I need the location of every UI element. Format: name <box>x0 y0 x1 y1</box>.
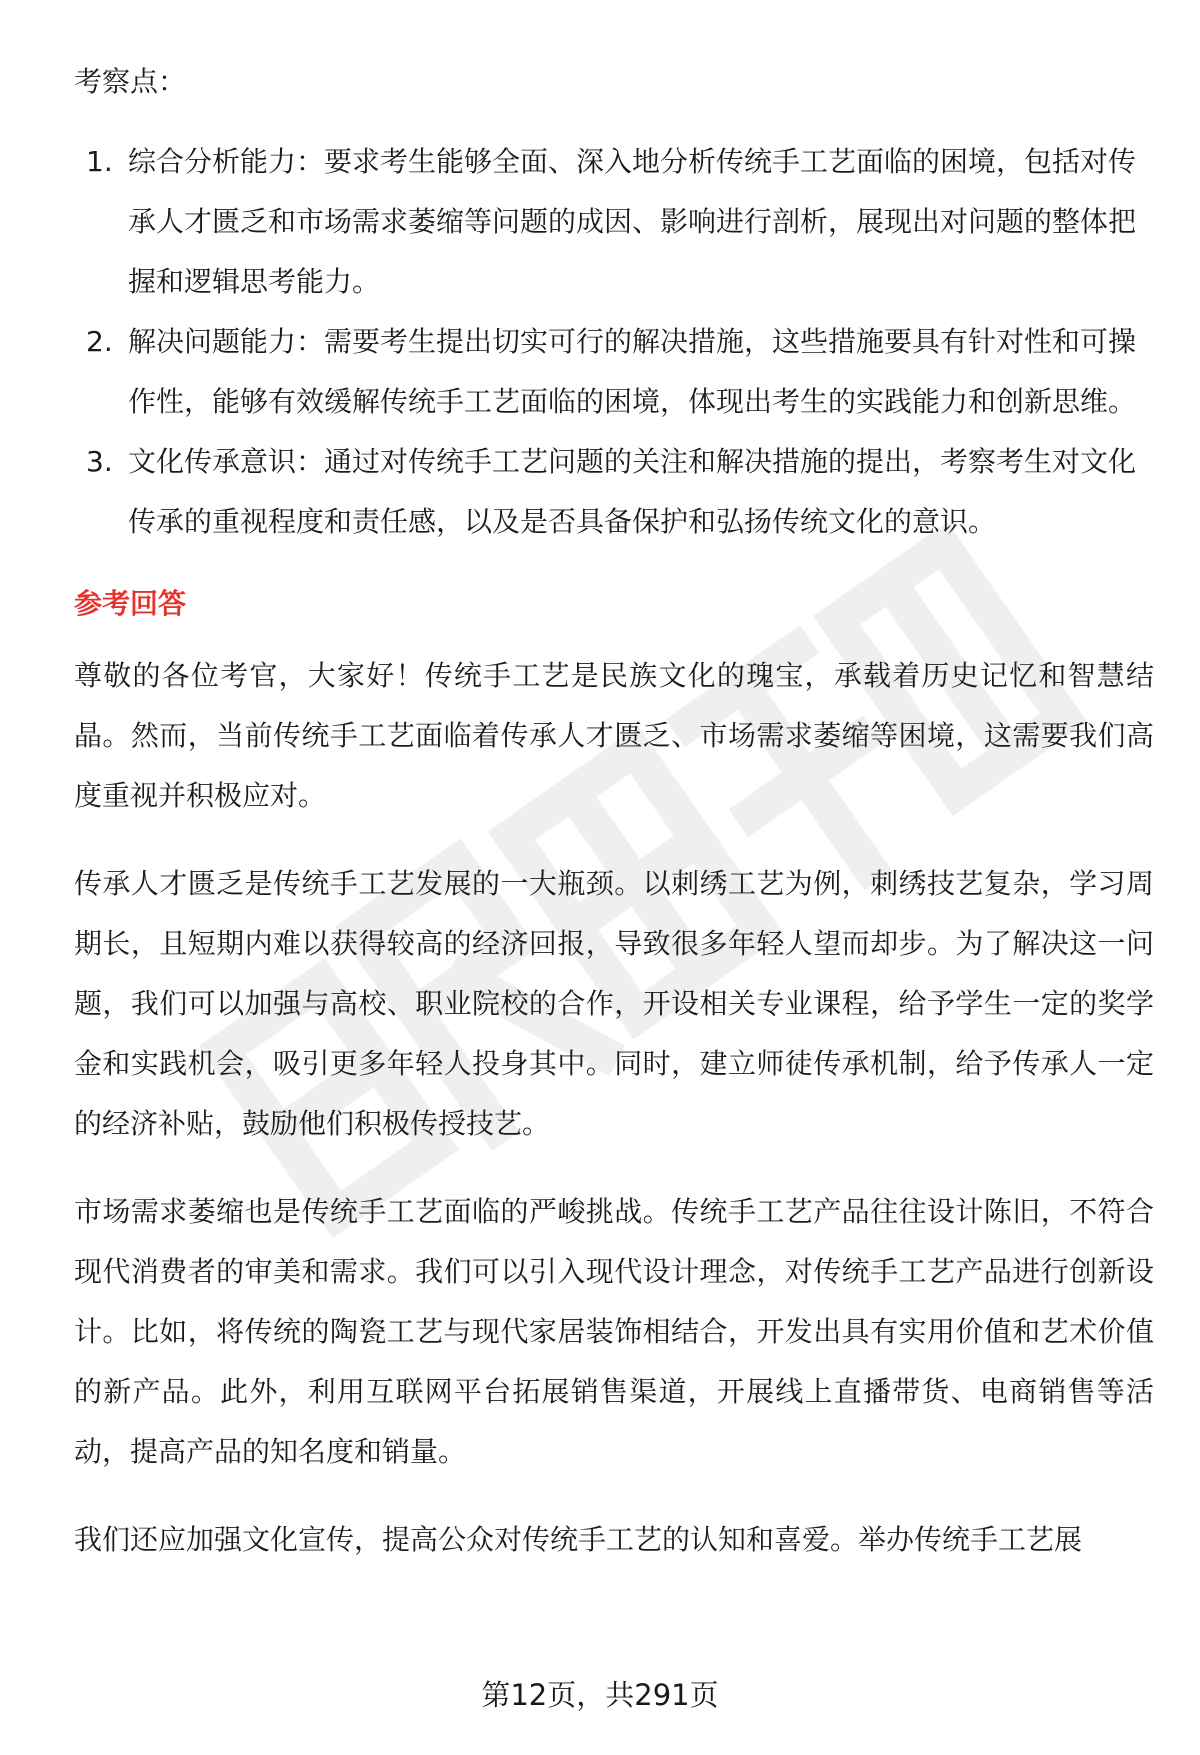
exam-points-label: 考察点： <box>74 65 187 98</box>
list-item <box>74 132 1154 312</box>
list-item-number: 1. <box>86 145 113 178</box>
list-item <box>74 432 1154 552</box>
page-number-footer: 第12页，共291页 <box>481 1678 719 1712</box>
answer-paragraph: 我们还应加强文化宣传，提高公众对传统手工艺的认知和喜爱。举办传统手工艺展 <box>74 1523 1083 1556</box>
answer-paragraph: 市场需求萎缩也是传统手工艺面临的严峻挑战。传统手工艺产品往往设计陈旧，不符合现代消费者的审美和需求。我们可以引入现代设计理念，对传统手工艺产品进行创新设计。比如，将传统的陶瓷工艺与现代家居装饰相结合，开发出具有实用价值和艺术价值的新产品。此外，利用互联网平台拓展销售渠道，开展线上直播带货、电商销售等活动，提高产品的知名度和销量。 <box>74 1195 1154 1468</box>
document-body <box>74 62 1154 1598</box>
list-item <box>74 312 1154 432</box>
exam-points-list <box>74 132 1154 552</box>
list-item-text: 文化传承意识：通过对传统手工艺问题的关注和解决措施的提出，考察考生对文化传承的重视程度和责任感，以及是否具备保护和弘扬传统文化的意识。 <box>128 445 1137 538</box>
answer-paragraph: 传承人才匮乏是传统手工艺发展的一大瓶颈。以刺绣工艺为例，刺绣技艺复杂，学习周期长，且短期内难以获得较高的经济回报，导致很多年轻人望而却步。为了解决这一问题，我们可以加强与高校、职业院校的合作，开设相关专业课程，给予学生一定的奖学金和实践机会，吸引更多年轻人投身其中。同时，建立师徒传承机制，给予传承人一定的经济补贴，鼓励他们积极传授技艺。 <box>74 867 1154 1140</box>
list-item-text: 综合分析能力：要求考生能够全面、深入地分析传统手工艺面临的困境，包括对传承人才匮乏和市场需求萎缩等问题的成因、影响进行剖析，展现出对问题的整体把握和逻辑思考能力。 <box>128 145 1137 298</box>
reference-answer-heading: 参考回答 <box>74 587 187 620</box>
list-item-number: 2. <box>86 325 113 358</box>
list-item-number: 3. <box>86 445 113 478</box>
list-item-text: 解决问题能力：需要考生提出切实可行的解决措施，这些措施要具有针对性和可操作性，能够有效缓解传统手工艺面临的困境，体现出考生的实践能力和创新思维。 <box>128 325 1137 418</box>
answer-paragraph: 尊敬的各位考官，大家好！传统手工艺是民族文化的瑰宝，承载着历史记忆和智慧结晶。然而，当前传统手工艺面临着传承人才匮乏、市场需求萎缩等困境，这需要我们高度重视并积极应对。 <box>74 659 1154 812</box>
